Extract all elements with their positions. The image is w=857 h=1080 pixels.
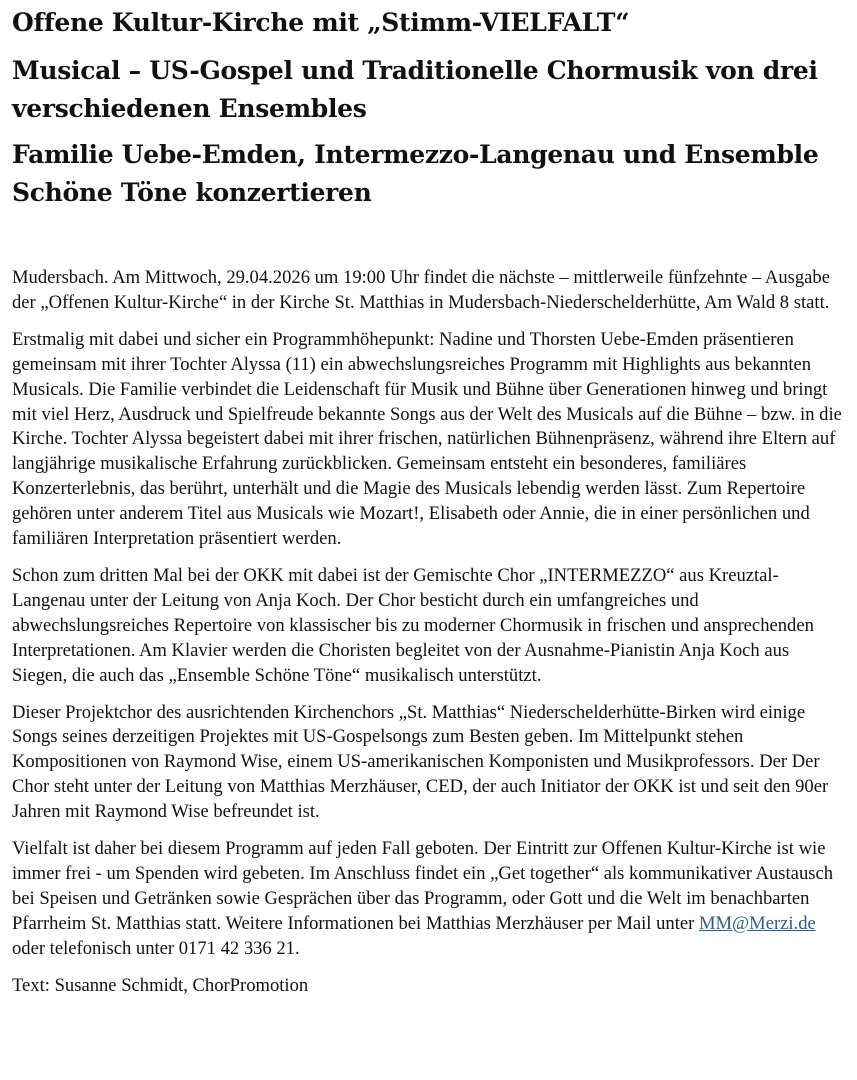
closing-text-before-link: Vielfalt ist daher bei diesem Programm auf jeden Fall geboten. Der Eintritt zur Offenen Kultur-Kirche ist wie immer frei - um Spenden wird gebeten. Im Anschluss findet ein „Get together“ als kommunikativer Austausch bei Speisen und Getränken sowie Gesprächen über das Programm, oder Gott und die Welt im benachbarten Pfarrheim St. Matthias statt. Weitere Informationen bei Matthias Merzhäuser per Mail unter — [12, 838, 834, 934]
spacer — [12, 220, 844, 266]
headline: Offene Kultur-Kirche mit „Stimm-VIELFALT“ — [12, 8, 630, 37]
article — [12, 6, 844, 1010]
subheadline-2: Familie Uebe-Emden, Intermezzo-Langenau und Ensemble Schöne Töne konzertieren — [12, 140, 819, 207]
subheadline-1: Musical – US-Gospel und Traditionelle Chormusik von drei verschiedenen Ensembles — [12, 56, 818, 123]
closing-text-after-link: oder telefonisch unter 0171 42 336 21. — [12, 937, 300, 959]
paragraph-closing — [12, 837, 844, 962]
paragraph-intermezzo: Schon zum dritten Mal bei der OKK mit dabei ist der Gemischte Chor „INTERMEZZO“ aus Kreuztal-Langenau unter der Leitung von Anja Koch. Der Chor besticht durch ein umfangreiches und abwechslungsreiches Repertoire von klassischer bis zu moderner Chormusik in frischen und ansprechenden Interpretationen. Am Klavier werden die Choristen begleitet von der Ausnahme-Pianistin Anja Koch aus Siegen, die auch das „Ensemble Schöne Töne“ musikalisch unterstützt. — [12, 564, 814, 686]
email-link[interactable]: MM@Merzi.de — [698, 912, 816, 934]
paragraph-projektchor: Dieser Projektchor des ausrichtenden Kirchenchors „St. Matthias“ Niederschelderhütte-Birken wird einige Songs seines derzeitigen Projektes mit US-Gospelsongs zum Besten geben. Im Mittelpunkt stehen Kompositionen von Raymond Wise, einem US-amerikanischen Komponisten und Musikprofessors. Der Der Chor steht unter der Leitung von Matthias Merzhäuser, CED, der auch Initiator der OKK ist und seit den 90er Jahren mit Raymond Wise befreundet ist. — [12, 701, 829, 823]
credit-line: Text: Susanne Schmidt, ChorPromotion — [12, 974, 309, 996]
paragraph-intro: Mudersbach. Am Mittwoch, 29.04.2026 um 19:00 Uhr findet die nächste – mittlerweile fünfzehnte – Ausgabe der „Offenen Kultur-Kirche“ in der Kirche St. Matthias in Mudersbach-Niederschelderhütte, Am Wald 8 statt. — [12, 267, 830, 313]
paragraph-family: Erstmalig mit dabei und sicher ein Programmhöhepunkt: Nadine und Thorsten Uebe-Emden präsentieren gemeinsam mit ihrer Tochter Alyssa (11) ein abwechslungsreiches Programm mit Highlights aus bekannten Musicals. Die Familie verbindet die Leidenschaft für Musik und Bühne über Generationen hinweg und bringt mit viel Herz, Ausdruck und Spielfreude bekannte Songs aus der Welt des Musicals auf die Bühne – bzw. in die Kirche. Tochter Alyssa begeistert dabei mit ihrer frischen, natürlichen Bühnenpräsenz, während ihre Eltern auf langjährige musikalische Erfahrung zurückblicken. Gemeinsam entsteht ein besonderes, familiäres Konzerterlebnis, das berührt, unterhält und die Magie des Musicals lebendig werden lässt. Zum Repertoire gehören unter anderem Titel aus Musicals wie Mozart!, Elisabeth oder Annie, die in einer persönlichen und familiären Interpretation präsentiert werden. — [12, 328, 842, 550]
